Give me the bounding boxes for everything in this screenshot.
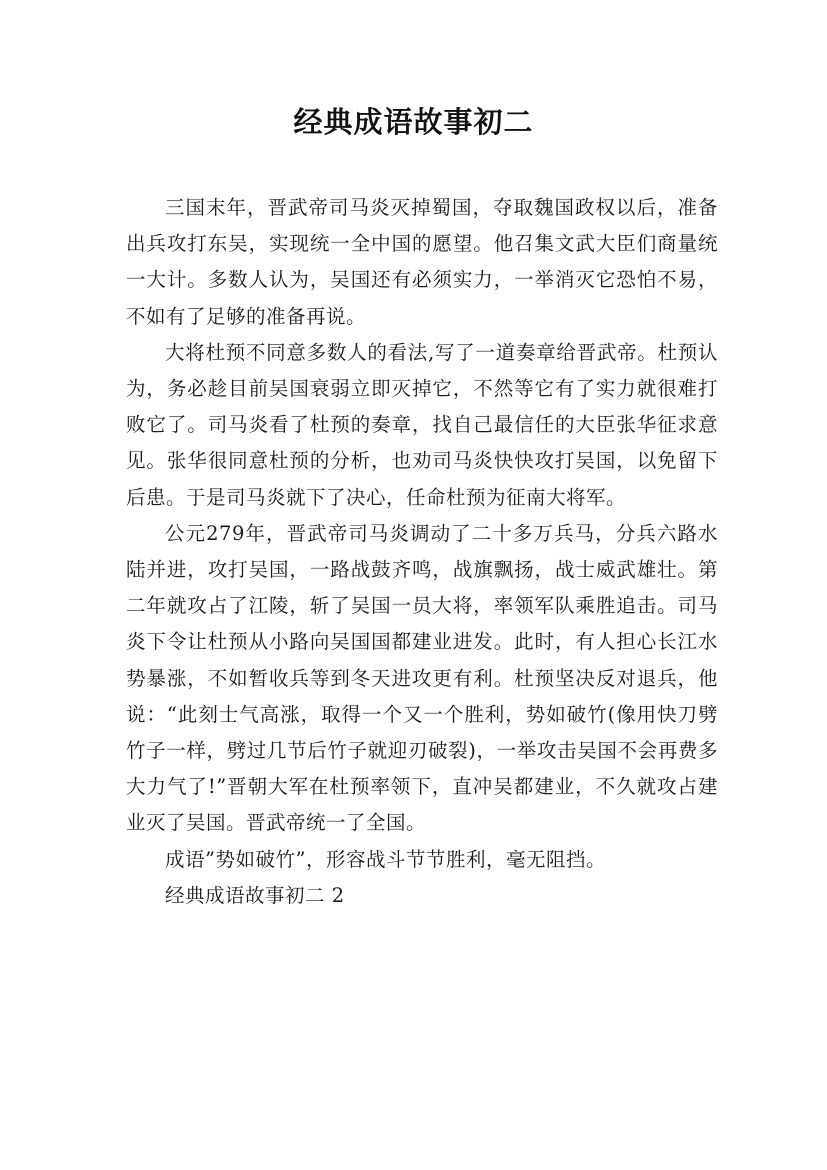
paragraph-2: 大将杜预不同意多数人的看法,写了一道奏章给晋武帝。杜预认为，务必趁目前吴国衰弱立即灭掉它，不然等它有了实力就很难打败它了。司马炎看了杜预的奏章，找自己最信任的大臣张华征求意见。张华很同意杜预的分析，也劝司马炎快快攻打吴国，以免留下后患。于是司马炎就下了决心，任命杜预为征南大将军。 bbox=[126, 340, 718, 509]
paragraph-3: 公元279年，晋武帝司马炎调动了二十多万兵马，分兵六路水陆并进，攻打吴国，一路战鼓齐鸣，战旗飘扬，战士威武雄壮。第二年就攻占了江陵，斩了吴国一员大将，率领军队乘胜追击。司马炎下令让杜预从小路向吴国国都建业进发。此时，有人担心长江水势暴涨，不如暂收兵等到冬天进攻更有利。杜预坚决反对退兵，他说：“此刻士气高涨，取得一个又一个胜利，势如破竹(像用快刀劈竹子一样，劈过几节后竹子就迎刃破裂)，一举攻击吴国不会再费多大力气了!”晋朝大军在杜预率领下，直冲吴都建业，不久就攻占建业灭了吴国。晋武帝统一了全国。 bbox=[126, 521, 718, 835]
paragraph-1: 三国末年，晋武帝司马炎灭掉蜀国，夺取魏国政权以后，准备出兵攻打东吴，实现统一全中国的愿望。他召集文武大臣们商量统一大计。多数人认为，吴国还有必须实力，一举消灭它恐怕不易，不如有了足够的准备再说。 bbox=[126, 196, 718, 328]
paragraph-4: 成语”势如破竹”，形容战斗节节胜利，毫无阻挡。 bbox=[165, 847, 606, 871]
paragraph-5: 经典成语故事初二 2 bbox=[165, 883, 345, 907]
document-title: 经典成语故事初二 bbox=[293, 105, 534, 139]
document-body bbox=[126, 190, 718, 914]
